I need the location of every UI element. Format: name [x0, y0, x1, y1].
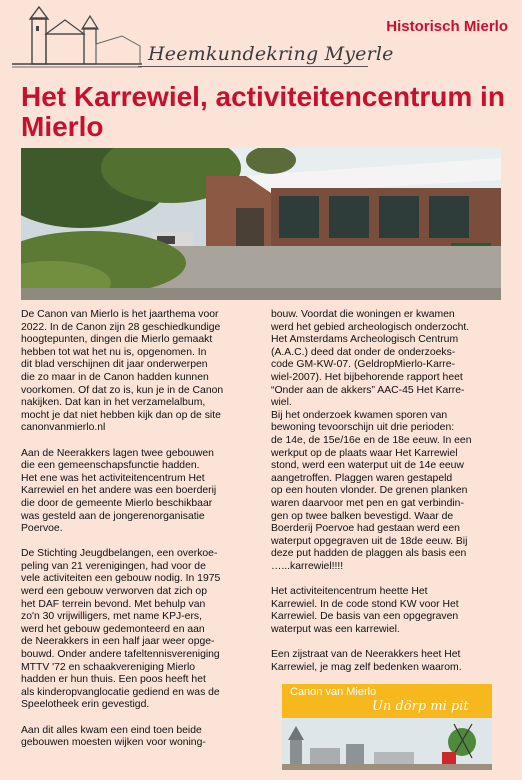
article-paragraph: De Canon van Mierlo is het jaarthema voor 2022. In de Canon zijn 28 geschiedkundige hoogtepunten, dingen die Mierlo gemaakt hebben tot wat het nu is, opgenomen. In dit blad verschijnen dit jaar onderwerpen die zo maar in de Canon hadden kunnen voorkomen. Of dat zo is, kun je in de Canon nakijken. Dat kan in het verzamelalbum, mocht je dat niet hebben kijk dan op de site canonvanmierlo.nl [21, 309, 224, 434]
village-skyline-icon [282, 718, 492, 770]
canon-van-mierlo-logo [282, 684, 492, 770]
article-paragraph: bouw. Voordat die woningen er kwamen werd het gebied archeologisch onderzocht. Het Amsterdams Archeologisch Centrum (A.A.C.) deed dat onder de onderzoeks- code GM-KW-07. (GeldropMierlo-Karre- wiel-2007). Het bijbehorende rapport heet “Onder aan de akkers” AAC-45 Het Karre- wiel. Bij het onderzoek kwamen sporen van bewoning tevoorschijn uit drie perioden: de 14e, de 15e/16e en de 18e eeuw. In een werkput op de plaats waar Het Karrewiel stond, werd een waterput uit de 14e eeuw aangetroffen. Plaggen waren gestapeld op een houten vlonder. De grenen planken waren daarvoor met pen en gat verbindin- gen op twee balken bevestigd. Waar de Boerderij Poervoe had gestaan werd een waterput opgegraven uit de 18de eeuw. Bij deze put hadden de plaggen als basis een …...karrewiel!!!! [271, 309, 472, 572]
article-column-right [271, 309, 503, 687]
canon-logo-slogan: Un dörp mi pit [372, 699, 469, 714]
article-paragraph: Een zijstraat van de Neerakkers heet Het Karrewiel, je mag zelf bedenken waarom. [271, 649, 462, 673]
article-title: Het Karrewiel, activiteitencentrum in Mierlo [21, 81, 505, 142]
canon-logo-title: Canon van Mierlo [290, 686, 377, 698]
article-paragraph: Aan de Neerakkers lagen twee gebouwen die een gemeenschapsfunctie hadden. Het ene was het activiteitencentrum Het Karrewiel en het andere was een boerderij die door de gemeente Mierlo beschikbaar was gesteld aan de jongerenorganisatie Poervoe. [21, 447, 217, 535]
article-paragraph: De Stichting Jeugdbelangen, een overkoe- peling van 21 verenigingen, had voor de vele activiteiten een gebouw nodig. In 1975 werd een gebouw verworven dat zich op het DAF terrein bevond. Met behulp van zo'n 30 vrijwilligers, met name KPJ-ers, werd het gebouw gedemonteerd en aan de Neerakkers in een half jaar weer opge- bouwd. Onder andere tafeltennisvereniging MTTV '72 en schaakvereniging Mierlo hadden er hun thuis. Een poos heeft het als kinderopvanglocatie gediend en was de Speelotheek erin gevestigd. [21, 548, 221, 711]
article-column-left [21, 309, 253, 762]
section-label: Historisch Mierlo [386, 18, 508, 35]
building-photo [21, 148, 501, 300]
castle-logo-icon [12, 6, 142, 70]
masthead [0, 0, 522, 78]
article-paragraph: Aan dit alles kwam een eind toen beide gebouwen moesten wijken voor woning- [21, 724, 206, 749]
organization-name: Heemkundekring Myerle [148, 43, 394, 65]
header-divider [138, 66, 368, 67]
article-paragraph: Het activiteitencentrum heette Het Karrewiel. In de code stond KW voor Het Karrewiel. De basis van een opgegraven waterput was een karrewiel. [271, 586, 459, 635]
